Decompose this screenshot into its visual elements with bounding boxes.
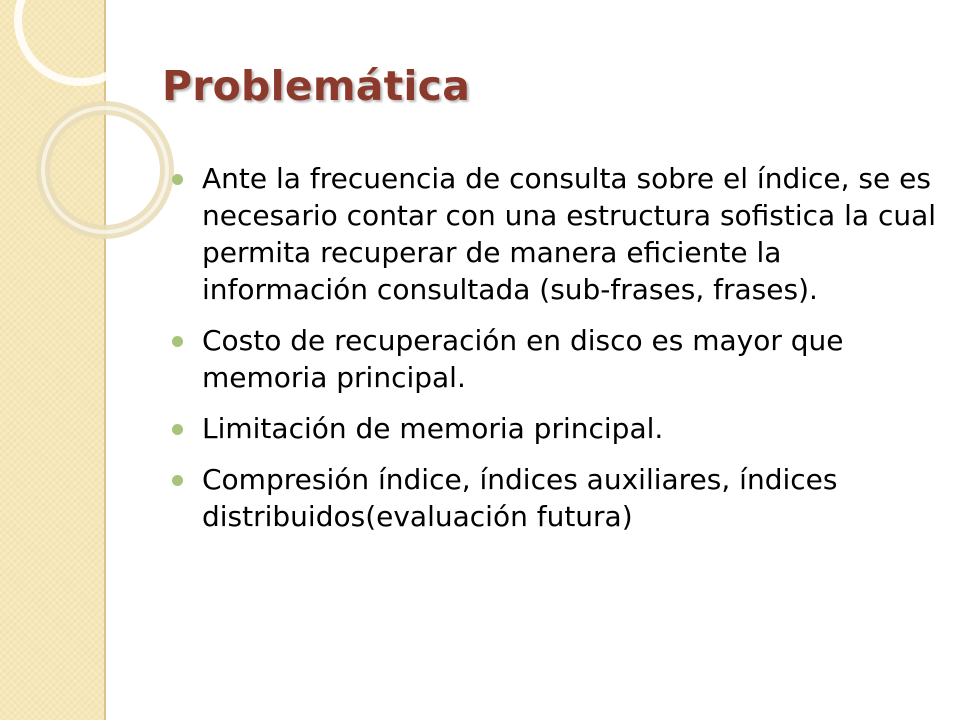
bullet-text: Compresión índice, índices auxiliares, índices distribuidos(evaluación futura)	[202, 463, 838, 533]
decorative-rings-icon	[0, 0, 180, 260]
bullet-list	[170, 160, 940, 549]
bullet-dot-icon	[172, 424, 183, 435]
bullet-item	[170, 461, 940, 535]
bullet-text: Limitación de memoria principal.	[202, 412, 664, 445]
bullet-item	[170, 160, 940, 308]
slide-title: Problemática	[162, 62, 471, 110]
bullet-dot-icon	[172, 174, 183, 185]
bullet-text: Costo de recuperación en disco es mayor que memoria principal.	[202, 324, 844, 394]
bullet-item	[170, 410, 940, 447]
bullet-dot-icon	[172, 336, 183, 347]
bullet-text: Ante la frecuencia de consulta sobre el índice, se es necesario contar con una estructura sofistica la cual permita recuperar de manera eficiente la información consultada (sub-frases, frases).	[202, 162, 937, 306]
bullet-item	[170, 322, 940, 396]
bullet-dot-icon	[172, 475, 183, 486]
